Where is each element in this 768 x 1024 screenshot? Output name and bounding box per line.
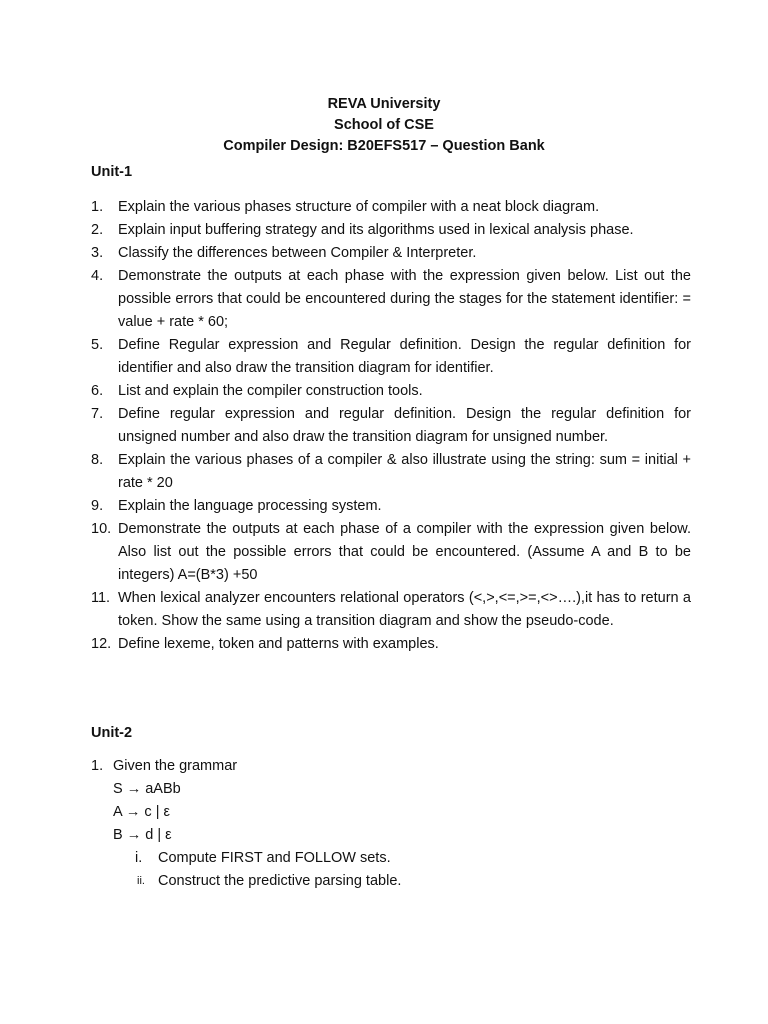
question-number: 7.: [91, 406, 104, 422]
grammar-production: [91, 824, 691, 847]
question-text: When lexical analyzer encounters relational operators (<,>,<=,>=,<>….),it has to return a token. Show the same using a transition diagram and show the pseudo-code.: [118, 590, 691, 629]
question-row: [91, 755, 691, 778]
question-item: [91, 196, 691, 219]
subpart-item: [91, 870, 691, 893]
question-text: Given the grammar: [113, 758, 238, 774]
subpart-item: [91, 847, 691, 870]
grammar-production: [91, 778, 691, 801]
question-text: Demonstrate the outputs at each phase with the expression given below. List out the possible errors that could be encountered during the stages for the statement identifier: = value + rate * 60;: [118, 268, 691, 330]
question-number: 3.: [91, 245, 104, 261]
school-name: School of CSE: [334, 117, 434, 133]
question-number: 8.: [91, 452, 104, 468]
question-number: 5.: [91, 337, 104, 353]
question-number: 11.: [91, 590, 111, 606]
question-text: Define Regular expression and Regular definition. Design the regular definition for identifier and also draw the transition diagram for identifier.: [118, 337, 691, 376]
question-item: [91, 242, 691, 265]
question-item: [91, 587, 691, 633]
subpart-number: ii.: [137, 875, 145, 887]
question-item: [91, 449, 691, 495]
question-text: Classify the differences between Compiler & Interpreter.: [118, 245, 477, 261]
question-number: 6.: [91, 383, 104, 399]
subpart-text: Compute FIRST and FOLLOW sets.: [158, 850, 391, 866]
question-number: 10.: [91, 521, 112, 537]
question-text: List and explain the compiler construction tools.: [118, 383, 423, 399]
question-text: Explain input buffering strategy and its algorithms used in lexical analysis phase.: [118, 222, 634, 238]
production-text: B → d | ε: [113, 827, 172, 843]
question-item: [91, 518, 691, 587]
question-text: Demonstrate the outputs at each phase of a compiler with the expression given below. Also list out the possible errors that could be encountered. (Assume A and B to be integers) A=(B*3) +50: [118, 521, 691, 583]
subpart-number: i.: [135, 850, 143, 866]
question-number: 9.: [91, 498, 104, 514]
question-text: Define regular expression and regular definition. Design the regular definition for unsigned number and also draw the transition diagram for unsigned number.: [118, 406, 691, 445]
document-header: [0, 94, 768, 157]
question-item: [91, 219, 691, 242]
unit-2-heading: Unit-2: [91, 725, 133, 741]
subpart-text: Construct the predictive parsing table.: [158, 873, 402, 889]
question-item: [91, 403, 691, 449]
production-text: A → c | ε: [113, 804, 170, 820]
grammar-production: [91, 801, 691, 824]
unit-1-heading: Unit-1: [91, 164, 133, 180]
question-item: [91, 495, 691, 518]
question-item: [91, 334, 691, 380]
question-text: Explain the various phases structure of compiler with a neat block diagram.: [118, 199, 600, 215]
course-title: Compiler Design: B20EFS517 – Question Bank: [223, 138, 545, 154]
question-number: 2.: [91, 222, 104, 238]
question-text: Define lexeme, token and patterns with examples.: [118, 636, 439, 652]
question-number: 1.: [91, 758, 104, 774]
question-number: 4.: [91, 268, 104, 284]
production-text: S → aABb: [113, 781, 181, 797]
question-item: [91, 265, 691, 334]
unit-1-question-list: [91, 196, 691, 656]
university-name: REVA University: [327, 96, 441, 112]
question-number: 1.: [91, 199, 104, 215]
unit-2-question-1: [91, 755, 691, 893]
question-number: 12.: [91, 636, 112, 652]
question-item: [91, 380, 691, 403]
question-item: [91, 633, 691, 656]
question-text: Explain the various phases of a compiler & also illustrate using the string: sum = initial + rate * 20: [118, 452, 691, 491]
question-text: Explain the language processing system.: [118, 498, 382, 514]
